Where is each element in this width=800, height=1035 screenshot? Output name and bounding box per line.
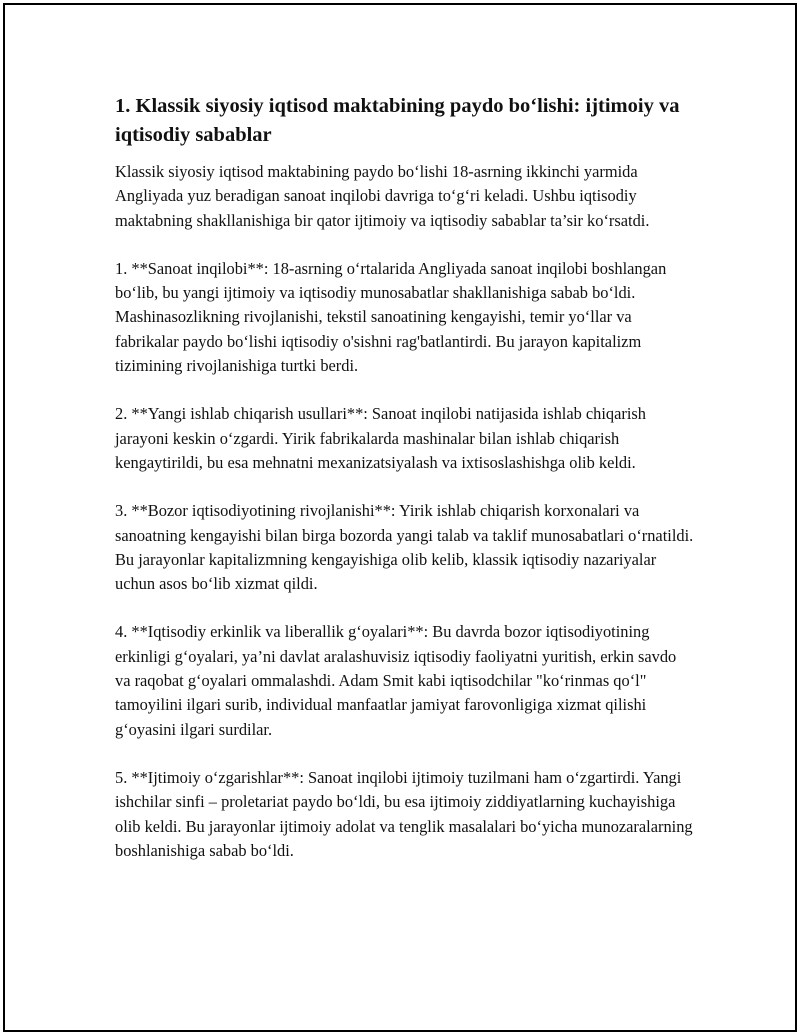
list-item-ishlab-chiqarish-usullari: 2. **Yangi ishlab chiqarish usullari**: Sanoat inqilobi natijasida ishlab chiqarish jarayoni keskin o‘zgardi. Yirik fabrikalarda mashinalar bilan ishlab chiqarish kengaytirildi, bu esa mehnatni mexanizatsiyalash va ixtisoslashishga olib keldi.: [115, 404, 646, 472]
list-item-iqtisodiy-erkinlik: 4. **Iqtisodiy erkinlik va liberallik g‘oyalari**: Bu davrda bozor iqtisodiyotining erkinligi g‘oyalari, ya’ni davlat aralashuvisiz iqtisodiy faoliyatni yuritish, erkin savdo va raqobat g‘oyalari ommalashdi. Adam Smit kabi iqtisodchilar "ko‘rinmas qo‘l" tamoyilini ilgari surib, individual manfaatlar jamiyat farovonligiga xizmat qilishi g‘oyasini ilgari surdilar.: [115, 622, 677, 739]
list-item-sanoat-inqilobi: 1. **Sanoat inqilobi**: 18-asrning o‘rtalarida Angliyada sanoat inqilobi boshlangan bo‘lib, bu yangi ijtimoiy va iqtisodiy munosabatlar shakllanishiga sabab bo‘ldi. Mashinasozlikning rivojlanishi, tekstil sanoatining kengayishi, temir yo‘llar va fabrikalar paydo bo‘lishi iqtisodiy o'sishni rag'batlantirdi. Bu jarayon kapitalizm tizimining rivojlanishiga turtki berdi.: [115, 258, 667, 376]
document-title: 1. Klassik siyosiy iqtisod maktabining paydo bo‘lishi: ijtimoiy va iqtisodiy sabablar: [115, 95, 680, 146]
intro-paragraph: Klassik siyosiy iqtisod maktabining paydo bo‘lishi 18-asrning ikkinchi yarmida Angliyada yuz beradigan sanoat inqilobi davriga to‘g‘ri keladi. Ushbu iqtisodiy maktabning shakllanishiga bir qator ijtimoiy va iqtisodiy sabablar ta’sir ko‘rsatdi.: [115, 162, 650, 230]
list-item-bozor-iqtisodiyoti: 3. **Bozor iqtisodiyotining rivojlanishi**: Yirik ishlab chiqarish korxonalari va sanoatning kengayishi bilan birga bozorda yangi talab va taklif munosabatlari o‘rnatildi. Bu jarayonlar kapitalizmning kengayishiga olib kelib, klassik iqtisodiy nazariyalar uchun asos bo‘lib xizmat qildi.: [115, 501, 694, 594]
list-item-ijtimoiy-ozgarishlar: 5. **Ijtimoiy o‘zgarishlar**: Sanoat inqilobi ijtimoiy tuzilmani ham o‘zgartirdi. Yangi ishchilar sinfi – proletariat paydo bo‘ldi, bu esa ijtimoiy ziddiyatlarning kuchayishiga olib keldi. Bu jarayonlar ijtimoiy adolat va tenglik masalalari bo‘yicha munozaralarning boshlanishiga sabab bo‘ldi.: [115, 767, 693, 860]
document-body: [115, 92, 695, 887]
